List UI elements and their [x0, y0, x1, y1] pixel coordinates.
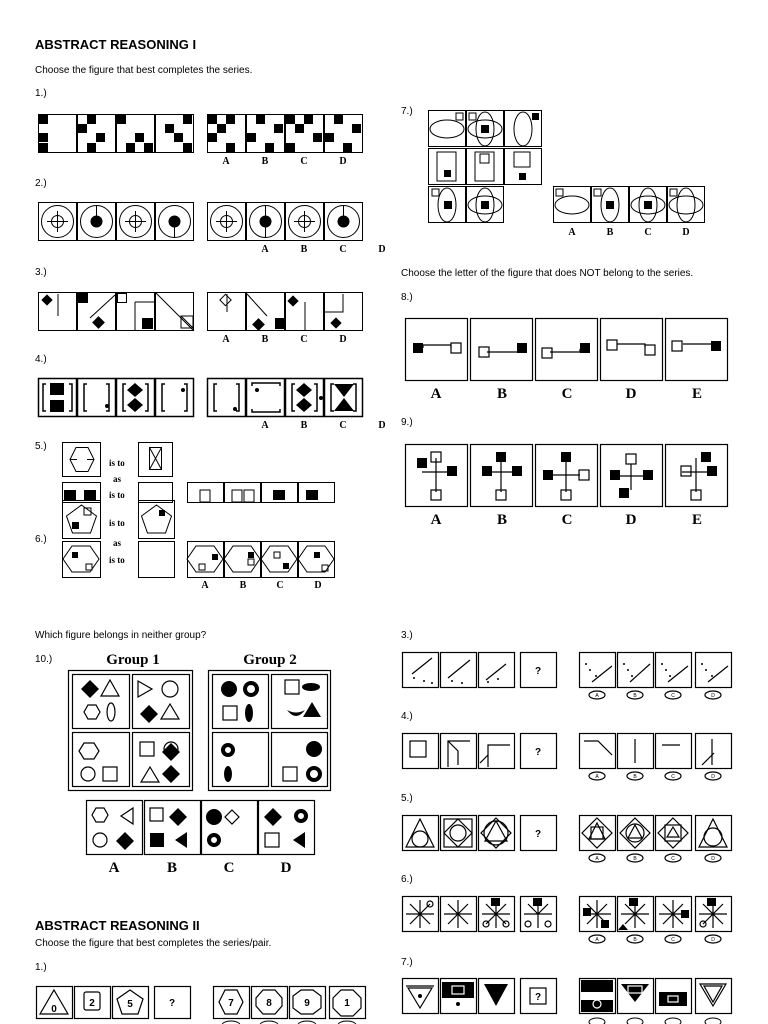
- question-mark: ?: [534, 666, 542, 677]
- instruction-groups: Which figure belongs in neither group?: [35, 630, 207, 641]
- option-label: C: [561, 386, 573, 402]
- option-label: D: [314, 580, 322, 591]
- question-number-2: 2.): [35, 178, 47, 189]
- s2-question-number-5: 5.): [401, 793, 413, 804]
- option-label: A: [595, 937, 599, 943]
- option-label: A: [108, 860, 120, 876]
- question-mark: ?: [534, 747, 542, 758]
- s2-question-number-6: 6.): [401, 874, 413, 885]
- option-label: B: [261, 156, 269, 167]
- option-label: C: [300, 156, 308, 167]
- s2-question-5-figure: [402, 815, 736, 867]
- option-label: C: [671, 856, 675, 862]
- option-label: D: [378, 420, 386, 431]
- instruction-series-pair: Choose the figure that best completes the series/pair.: [35, 938, 272, 949]
- question-2-figure: [38, 202, 386, 256]
- relation-is-to: is to: [109, 490, 125, 500]
- option-label: D: [711, 937, 715, 943]
- option-label: E: [691, 512, 703, 528]
- option-label: A: [430, 512, 442, 528]
- question-5-figure: [62, 440, 352, 502]
- question-3-figure: [38, 292, 368, 346]
- option-label: E: [691, 386, 703, 402]
- option-label: A: [261, 420, 269, 431]
- series-number: 5: [127, 999, 133, 1010]
- relation-is-to: is to: [109, 458, 125, 468]
- option-number: 9: [304, 998, 310, 1009]
- option-label: B: [606, 227, 614, 238]
- question-6-figure: [62, 500, 352, 592]
- option-label: C: [276, 580, 284, 591]
- option-label: B: [496, 512, 508, 528]
- relation-as: as: [113, 538, 122, 548]
- option-label: D: [339, 156, 347, 167]
- question-number-7: 7.): [401, 106, 413, 117]
- option-label: B: [633, 774, 637, 780]
- s2-question-number-3: 3.): [401, 630, 413, 641]
- option-label: A: [430, 386, 442, 402]
- s2-question-1-figure: [36, 984, 366, 1024]
- option-label: B: [261, 334, 269, 345]
- option-label: C: [339, 420, 347, 431]
- option-label: C: [561, 512, 573, 528]
- option-label: B: [633, 856, 637, 862]
- option-label: A: [222, 334, 230, 345]
- option-label: B: [633, 693, 637, 699]
- option-label: B: [496, 386, 508, 402]
- question-7-figure: [428, 110, 718, 240]
- option-label: D: [339, 334, 347, 345]
- question-4-figure: [38, 378, 386, 432]
- option-label: D: [682, 227, 690, 238]
- s2-question-6-figure: [402, 896, 736, 948]
- option-label: C: [671, 937, 675, 943]
- relation-is-to: is to: [109, 518, 125, 528]
- s2-question-number-4: 4.): [401, 711, 413, 722]
- option-number: 8: [266, 998, 272, 1009]
- option-label: C: [671, 774, 675, 780]
- option-label: A: [261, 244, 269, 255]
- question-1-figure: [38, 114, 368, 168]
- option-label: B: [300, 244, 308, 255]
- question-number-5: 5.): [35, 441, 47, 452]
- option-label: B: [633, 937, 637, 943]
- option-label: C: [339, 244, 347, 255]
- option-label: A: [595, 856, 599, 862]
- relation-as: as: [113, 474, 122, 484]
- section-title-2: ABSTRACT REASONING II: [35, 918, 200, 933]
- question-mark: ?: [534, 829, 542, 840]
- s2-question-number-1: 1.): [35, 962, 47, 973]
- instruction-series: Choose the figure that best completes the series.: [35, 65, 253, 76]
- option-label: B: [239, 580, 247, 591]
- question-number-6: 6.): [35, 534, 47, 545]
- s2-question-number-7: 7.): [401, 957, 413, 968]
- s2-question-3-figure: [402, 652, 736, 704]
- option-label: B: [300, 420, 308, 431]
- option-label: D: [625, 512, 637, 528]
- question-number-3: 3.): [35, 267, 47, 278]
- question-number-10: 10.): [35, 654, 53, 665]
- group-title-1: Group 1: [106, 652, 160, 668]
- option-label: A: [201, 580, 209, 591]
- option-label: D: [280, 860, 292, 876]
- section-title-1: ABSTRACT REASONING I: [35, 37, 197, 52]
- s2-question-7-figure: [402, 978, 736, 1024]
- option-label: D: [625, 386, 637, 402]
- option-label: D: [378, 244, 386, 255]
- option-number: 1: [344, 998, 350, 1009]
- option-label: A: [595, 774, 599, 780]
- s2-question-4-figure: [402, 733, 736, 785]
- option-label: A: [222, 156, 230, 167]
- group-title-2: Group 2: [243, 652, 297, 668]
- option-label: D: [711, 856, 715, 862]
- question-number-9: 9.): [401, 417, 413, 428]
- option-label: D: [711, 693, 715, 699]
- option-number: 7: [228, 998, 234, 1009]
- question-mark: ?: [168, 998, 176, 1009]
- question-8-figure: [405, 318, 731, 404]
- series-number: 2: [89, 998, 95, 1009]
- option-label: B: [166, 860, 178, 876]
- question-mark: ?: [534, 992, 542, 1003]
- question-9-figure: [405, 444, 731, 530]
- option-label: D: [711, 774, 715, 780]
- option-label: A: [595, 693, 599, 699]
- option-label: C: [644, 227, 652, 238]
- question-number-1: 1.): [35, 88, 47, 99]
- option-label: A: [568, 227, 576, 238]
- option-label: C: [223, 860, 235, 876]
- option-label: C: [300, 334, 308, 345]
- instruction-odd-one-out: Choose the letter of the figure that does NOT belong to the series.: [401, 268, 694, 279]
- relation-is-to: is to: [109, 555, 125, 565]
- question-number-8: 8.): [401, 292, 413, 303]
- question-10-figure: [66, 650, 346, 880]
- question-number-4: 4.): [35, 354, 47, 365]
- option-label: C: [671, 693, 675, 699]
- series-number: 0: [51, 1004, 57, 1015]
